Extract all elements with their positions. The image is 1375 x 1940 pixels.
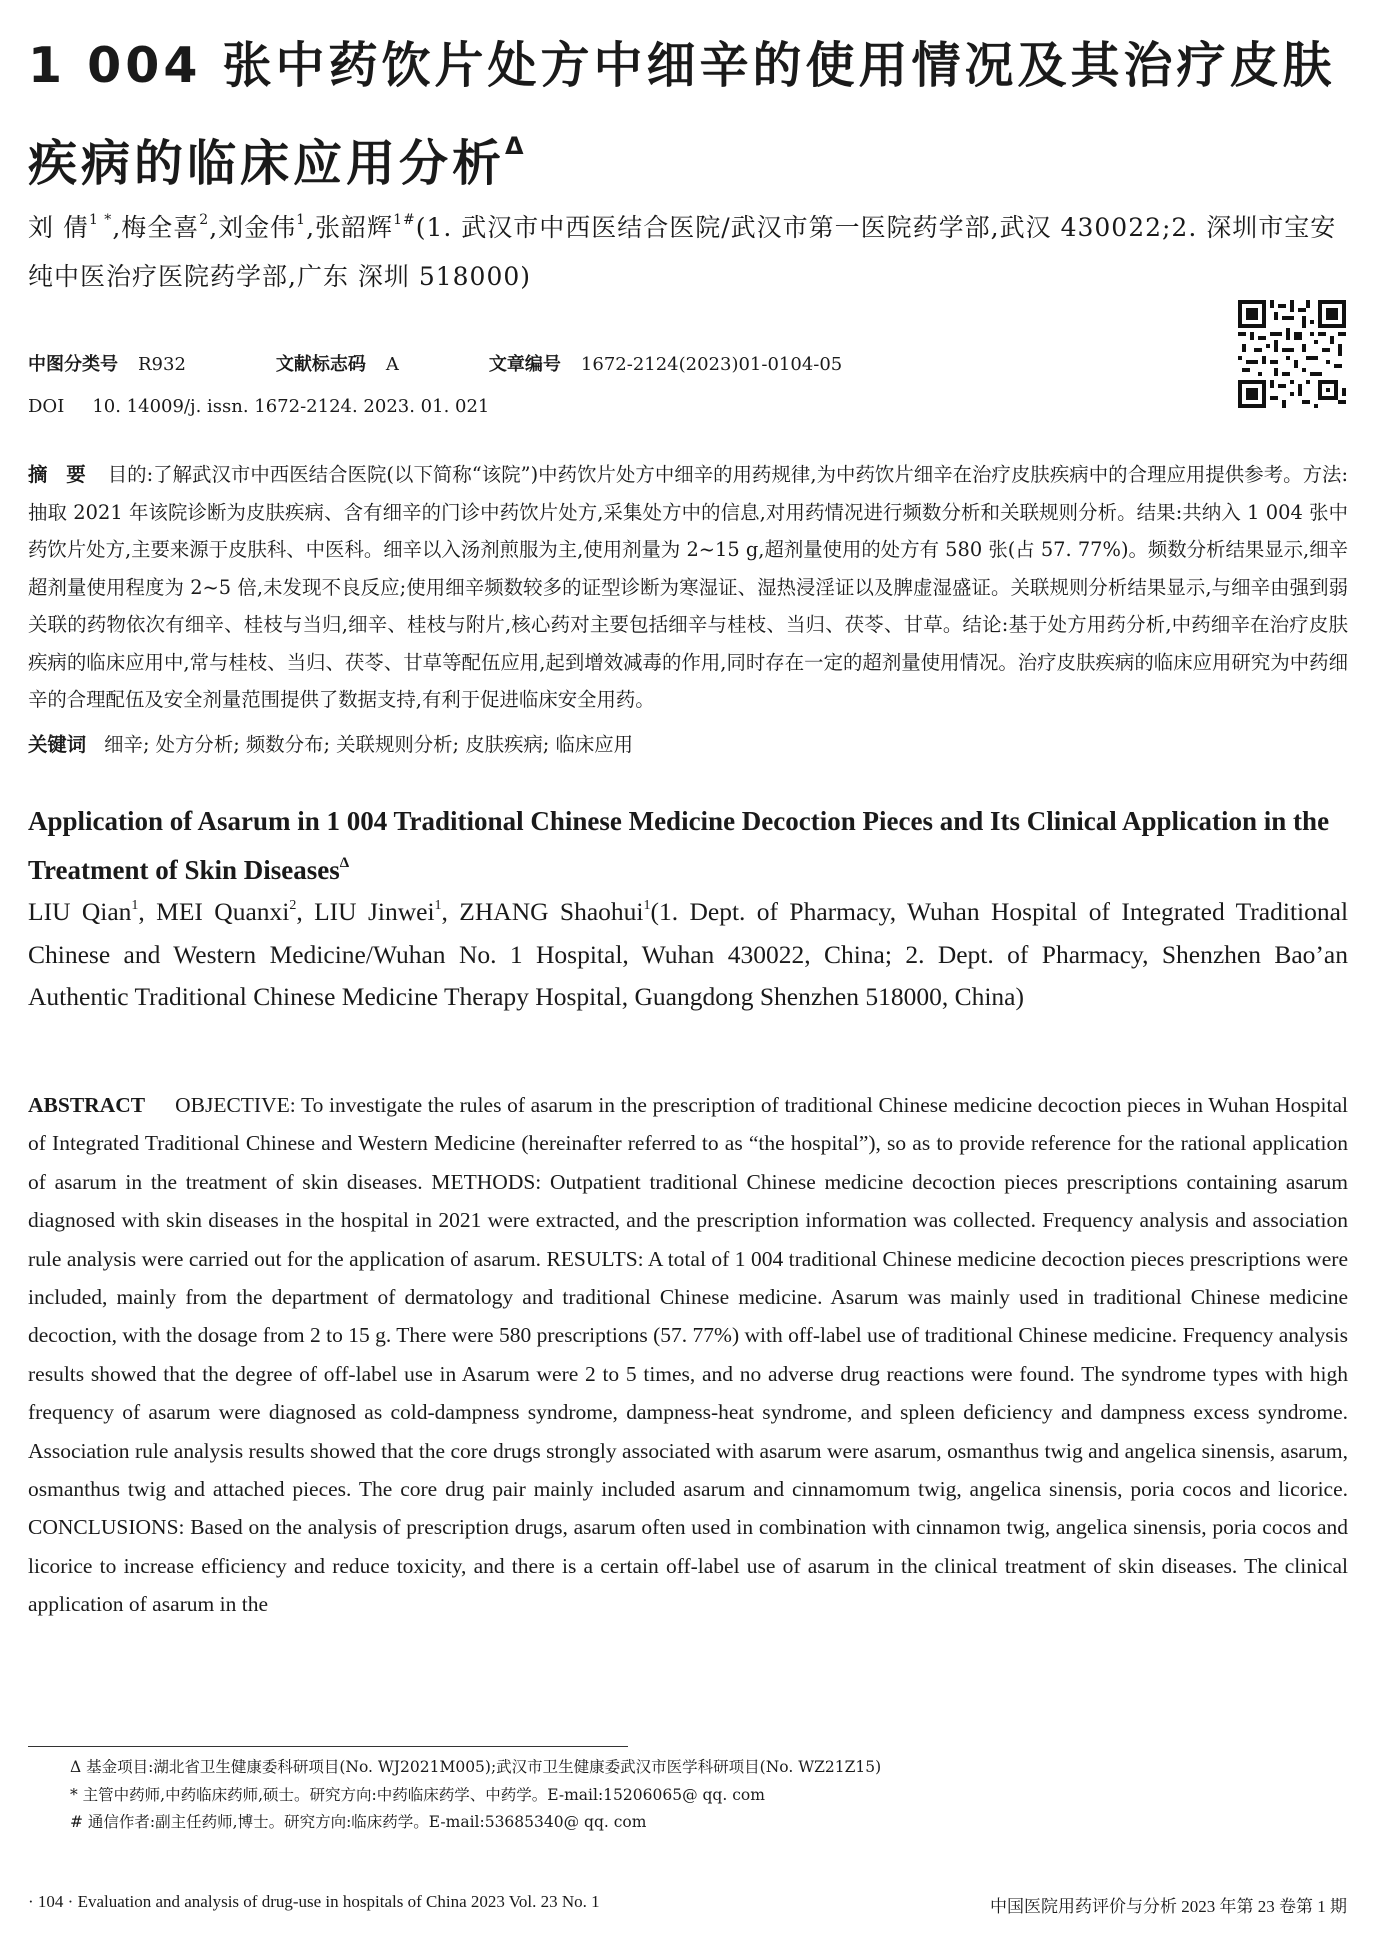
footer-journal-en: · 104 · Evaluation and analysis of drug-use in hospitals of China 2023 Vol. 23 No. 1 — [28, 1892, 600, 1911]
en-author-1: LIU Qian — [28, 897, 132, 926]
author-1-sup: 1 * — [88, 212, 113, 228]
chinese-title — [28, 26, 1348, 204]
footnote-corresponding-author: # 通信作者:副主任药师,博士。研究方向:临床药学。E-mail:53685340@ qq. com — [70, 1813, 647, 1831]
en-author-2-sup: 2 — [289, 898, 297, 913]
chinese-authors: 刘 倩$^{1 *}$,梅全喜$^2$,刘金伟$^1$,张韶辉$^{1\#}$(1. 武汉市中西医结合医院/武汉市第一医院药学部,武汉 430022;2. 深圳市宝安纯中医治疗医院药学部,广东 深圳 518000) — [28, 212, 1337, 291]
doi-label: DOI — [28, 396, 65, 417]
english-abstract — [28, 1086, 1348, 1624]
footnotes — [70, 1754, 1340, 1837]
en-author-3-sup: 1 — [434, 898, 442, 913]
en-author-1-sup: 1 — [131, 898, 139, 913]
page-footer — [0, 1890, 1375, 1920]
author-3: 刘金伟 — [218, 213, 297, 242]
english-title — [28, 800, 1348, 891]
en-author-3: LIU Jinwei — [314, 897, 435, 926]
footnote-first-author: * 主管中药师,中药临床药师,硕士。研究方向:中药临床药学、中药学。E-mail:15206065@ qq. com — [70, 1785, 765, 1804]
chinese-title-text: 1 004 张中药饮片处方中细辛的使用情况及其治疗皮肤疾病的临床应用分析 — [28, 37, 1336, 192]
en-author-2: MEI Quanxi — [156, 897, 290, 926]
article-number-label: 文章编号 — [488, 354, 561, 375]
english-authors: LIU Qian$^1$, MEI Quanxi$^2$, LIU Jinwei$^1$, ZHANG Shaohui$^1$(1. Dept. of Pharmacy, Wuhan Hospital of Integrated Traditional Chinese and Western Medicine/Wuhan No. 1 Hospital, Wuhan 430022, China; 2. Dept. of Pharmacy, Shenzhen Bao’an Authentic Traditional Chinese Medicine Therapy Hospital, Guangdong Shenzhen 518000, China) — [28, 897, 1349, 1011]
doi-value: 10. 14009/j. issn. 1672-2124. 2023. 01. 021 — [92, 396, 490, 417]
english-affiliations: (1. Dept. of Pharmacy, Wuhan Hospital of Integrated Traditional Chinese and Western Medicine/Wuhan No. 1 Hospital, Wuhan 430022, China; 2. Dept. of Pharmacy, Shenzhen Bao’an Authentic Traditional Chinese Medicine Therapy Hospital, Guangdong Shenzhen 518000, China) — [28, 897, 1349, 1011]
english-abstract-text: OBJECTIVE: To investigate the rules of asarum in the prescription of traditional Chinese medicine decoction pieces in Wuhan Hospital of Integrated Traditional Chinese and Western Medicine (hereinafter referred to as “the hospital”), so as to provide reference for the rational application of asarum in the treatment of skin diseases. METHODS: Outpatient traditional Chinese medicine decoction pieces prescriptions containing asarum diagnosed with skin diseases in the hospital in 2021 were extracted, and the prescription information was collected. Frequency analysis and association rule analysis were carried out for the application of asarum. RESULTS: A total of 1 004 traditional Chinese medicine decoction pieces prescriptions were included, mainly from the department of dermatology and traditional Chinese medicine. Asarum was mainly used in traditional Chinese medicine decoction, with the dosage from 2 to 15 g. There were 580 prescriptions (57. 77%) with off-label use of traditional Chinese medicine. Frequency analysis results showed that the degree of off-label use in Asarum were 2 to 5 times, and no adverse drug reactions were found. The syndrome types with high frequency of asarum were diagnosed as cold-dampness syndrome, dampness-heat syndrome, and spleen deficiency and dampness excess syndrome. Association rule analysis results showed that the core drugs strongly associated with asarum were asarum, osmanthus twig and angelica sinensis, asarum, osmanthus twig and attached pieces. The core drug pair mainly included asarum and cinnamomum twig, angelica sinensis, poria cocos and licorice. CONCLUSIONS: Based on the analysis of prescription drugs, asarum often used in combination with cinnamon twig, angelica sinensis, poria cocos and licorice to increase efficiency and reduce toxicity, and there is a certain off-label use of asarum in the clinical treatment of skin diseases. The clinical application of asarum in the — [28, 1093, 1348, 1617]
doc-code-value: A — [385, 354, 399, 375]
chinese-affiliations: (1. 武汉市中西医结合医院/武汉市第一医院药学部,武汉 430022;2. 深圳市宝安纯中医治疗医院药学部,广东 深圳 518000) — [28, 213, 1337, 291]
qr-code-icon — [1238, 300, 1346, 408]
english-abstract-label: ABSTRACT — [28, 1093, 146, 1117]
chinese-keywords-text: 细辛; 处方分析; 频数分布; 关联规则分析; 皮肤疾病; 临床应用 — [104, 733, 634, 756]
english-title-text: Application of Asarum in 1 004 Traditional Chinese Medicine Decoction Pieces and Its Clinical Application in the Treatment of Skin Diseases — [28, 806, 1330, 885]
chinese-abstract-label: 摘 要 — [28, 463, 92, 486]
author-1: 刘 倩 — [28, 213, 89, 242]
footer-journal-cn: 中国医院用药评价与分析 2023 年第 23 卷第 1 期 — [990, 1897, 1347, 1916]
title-footnote-mark: Δ — [505, 132, 528, 160]
chinese-abstract-text: 目的:了解武汉市中西医结合医院(以下简称“该院”)中药饮片处方中细辛的用药规律,为中药饮片细辛在治疗皮肤疾病中的合理应用提供参考。方法:抽取 2021 年该院诊断为皮肤疾病、含有细辛的门诊中药饮片处方,采集处方中的信息,对用药情况进行频数分析和关联规则分析。结果:共纳入 1 004 张中药饮片处方,主要来源于皮肤科、中医科。细辛以入汤剂煎服为主,使用剂量为 2~15 g,超剂量使用的处方有 580 张(占 57. 77%)。频数分析结果显示,细辛超剂量使用程度为 2~5 倍,未发现不良反应;使用细辛频数较多的证型诊断为寒湿证、湿热浸淫证以及脾虚湿盛证。关联规则分析结果显示,与细辛由强到弱关联的药物依次有细辛、桂枝与当归,细辛、桂枝与附片,核心药对主要包括细辛与桂枝、当归、茯苓、甘草。结论:基于处方用药分析,中药细辛在治疗皮肤疾病的临床应用中,常与桂枝、当归、茯苓、甘草等配伍应用,起到增效减毒的作用,同时存在一定的超剂量使用情况。治疗皮肤疾病的临床应用研究为中药细辛的合理配伍及安全剂量范围提供了数据支持,有利于促进临床安全用药。 — [28, 463, 1348, 711]
doi-row — [28, 386, 842, 428]
author-2-sup: 2 — [199, 212, 210, 228]
article-number-value: 1672-2124(2023)01-0104-05 — [580, 354, 843, 375]
article-metadata — [28, 344, 842, 428]
author-3-sup: 1 — [296, 212, 307, 228]
classification-row — [28, 344, 842, 386]
chinese-keywords — [28, 727, 1348, 763]
author-4-sup: 1# — [393, 212, 416, 228]
chinese-keywords-label: 关键词 — [28, 733, 87, 756]
author-4: 张韶辉 — [315, 213, 394, 242]
clc-label: 中图分类号 — [28, 354, 118, 375]
clc-value: R932 — [138, 354, 186, 375]
author-2: 梅全喜 — [121, 213, 200, 242]
footnote-divider — [28, 1746, 628, 1747]
footnote-funding: Δ 基金项目:湖北省卫生健康委科研项目(No. WJ2021M005);武汉市卫生健康委武汉市医学科研项目(No. WZ21Z15) — [70, 1758, 882, 1776]
chinese-abstract — [28, 456, 1348, 719]
en-author-4: ZHANG Shaohui — [459, 897, 644, 926]
doc-code-label: 文献标志码 — [275, 354, 366, 375]
english-title-footnote-mark: Δ — [339, 855, 350, 871]
en-author-4-sup: 1 — [643, 898, 651, 913]
